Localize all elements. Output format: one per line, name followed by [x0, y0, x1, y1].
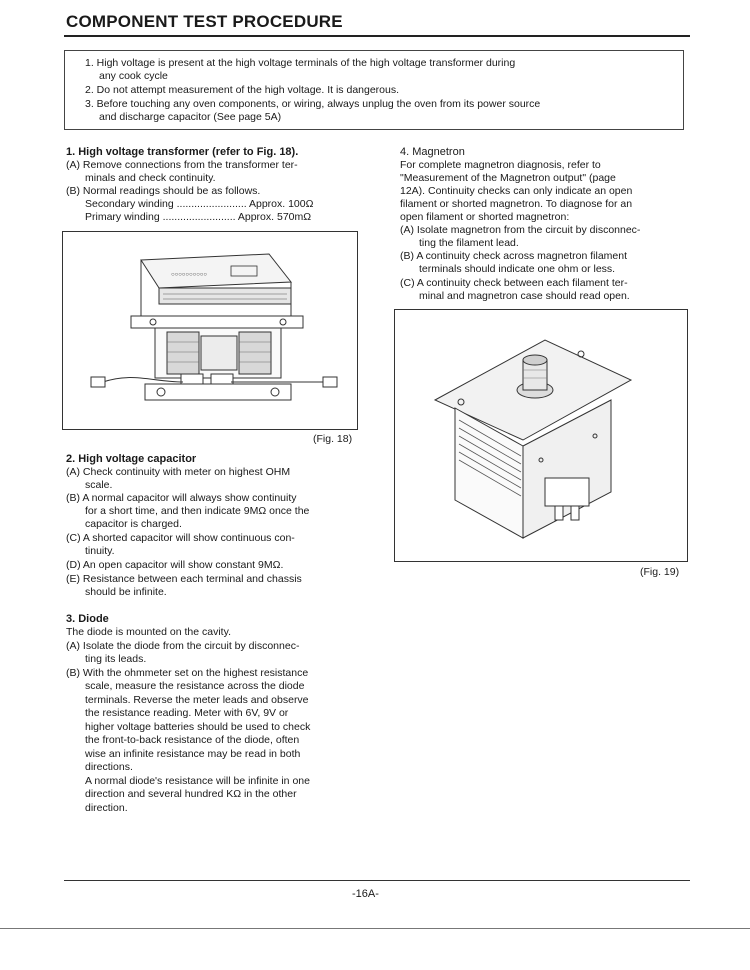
magnetron-illustration	[395, 310, 687, 561]
capacitor-line: (B) A normal capacitor will always show continuity	[66, 492, 297, 504]
magnetron-line: terminals should indicate one ohm or less.	[419, 263, 616, 275]
capacitor-line: (E) Resistance between each terminal and chassis	[66, 573, 302, 585]
warning-line: any cook cycle	[99, 70, 168, 82]
diode-line: The diode is mounted on the cavity.	[66, 626, 231, 638]
diode-line: wise an infinite resistance may be read in both	[85, 748, 301, 760]
scan-edge-rule	[0, 928, 750, 929]
capacitor-line: (A) Check continuity with meter on highest OHM	[66, 466, 291, 478]
page-number: -16A-	[352, 888, 379, 900]
warning-line: 2. Do not attempt measurement of the high voltage. It is dangerous.	[85, 84, 400, 96]
magnetron-figure	[394, 309, 688, 562]
transformer-line: (B) Normal readings should be as follows.	[66, 185, 261, 197]
diode-line: ting its leads.	[85, 653, 147, 665]
magnetron-line: "Measurement of the Magnetron output" (page	[400, 172, 616, 184]
diode-line: direction and several hundred KΩ in the other	[85, 788, 297, 800]
diode-line: the resistance reading. Meter with 6V, 9V or	[85, 707, 289, 719]
magnetron-heading: 4. Magnetron	[400, 146, 465, 158]
diode-line: terminals. Reverse the meter leads and observe	[85, 694, 309, 706]
magnetron-line: 12A). Continuity checks can only indicate an open	[400, 185, 633, 197]
warning-line: 1. High voltage is present at the high voltage terminals of the high voltage transformer during	[85, 57, 516, 69]
capacitor-line: (C) A shorted capacitor will show continuous con-	[66, 532, 295, 544]
capacitor-line: scale.	[85, 479, 113, 491]
diode-line: the front-to-back resistance of the diode, often	[85, 734, 300, 746]
magnetron-line: For complete magnetron diagnosis, refer to	[400, 159, 601, 171]
transformer-line: Secondary winding ........................ Approx. 100Ω	[85, 198, 314, 210]
warning-line: and discharge capacitor (See page 5A)	[99, 111, 282, 123]
diode-line: direction.	[85, 802, 128, 814]
magnetron-line: minal and magnetron case should read open.	[419, 290, 630, 302]
diode-line: (B) With the ohmmeter set on the highest resistance	[66, 667, 309, 679]
diode-line: higher voltage batteries should be used to check	[85, 721, 311, 733]
capacitor-line: capacitor is charged.	[85, 518, 182, 530]
capacitor-line: (D) An open capacitor will show constant 9MΩ.	[66, 559, 284, 571]
diode-line: A normal diode's resistance will be infinite in one	[85, 775, 310, 787]
magnetron-line: (C) A continuity check between each filament ter-	[400, 277, 628, 289]
page-title: COMPONENT TEST PROCEDURE	[66, 12, 343, 31]
diode-line: directions.	[85, 761, 133, 773]
warning-line: 3. Before touching any oven components, or wiring, always unplug the oven from its power source	[85, 98, 541, 110]
magnetron-line: ting the filament lead.	[419, 237, 519, 249]
capacitor-line: should be infinite.	[85, 586, 167, 598]
diode-heading: 3. Diode	[66, 613, 109, 625]
diode-line: (A) Isolate the diode from the circuit by disconnec-	[66, 640, 300, 652]
magnetron-line: (A) Isolate magnetron from the circuit by disconnec-	[400, 224, 641, 236]
title-rule	[64, 35, 690, 37]
magnetron-line: open filament or shorted magnetron:	[400, 211, 570, 223]
capacitor-heading: 2. High voltage capacitor	[66, 453, 197, 465]
transformer-line: minals and check continuity.	[85, 172, 216, 184]
diode-line: scale, measure the resistance across the diode	[85, 680, 305, 692]
warning-box	[64, 50, 684, 130]
transformer-figure-label: ○○○○○○○○○○	[171, 271, 208, 278]
fig-19-caption: (Fig. 19)	[640, 566, 680, 578]
capacitor-line: tinuity.	[85, 545, 115, 557]
magnetron-line: (B) A continuity check across magnetron filament	[400, 250, 628, 262]
transformer-line: Primary winding ......................... Approx. 570mΩ	[85, 211, 312, 223]
transformer-line: (A) Remove connections from the transformer ter-	[66, 159, 298, 171]
capacitor-line: for a short time, and then indicate 9MΩ once the	[85, 505, 310, 517]
fig-18-caption: (Fig. 18)	[313, 433, 353, 445]
transformer-figure	[62, 231, 358, 430]
footer-rule	[64, 880, 690, 881]
transformer-illustration	[63, 232, 357, 429]
magnetron-line: filament or shorted magnetron. To diagnose for an	[400, 198, 633, 210]
transformer-heading: 1. High voltage transformer (refer to Fig. 18).	[66, 146, 299, 158]
